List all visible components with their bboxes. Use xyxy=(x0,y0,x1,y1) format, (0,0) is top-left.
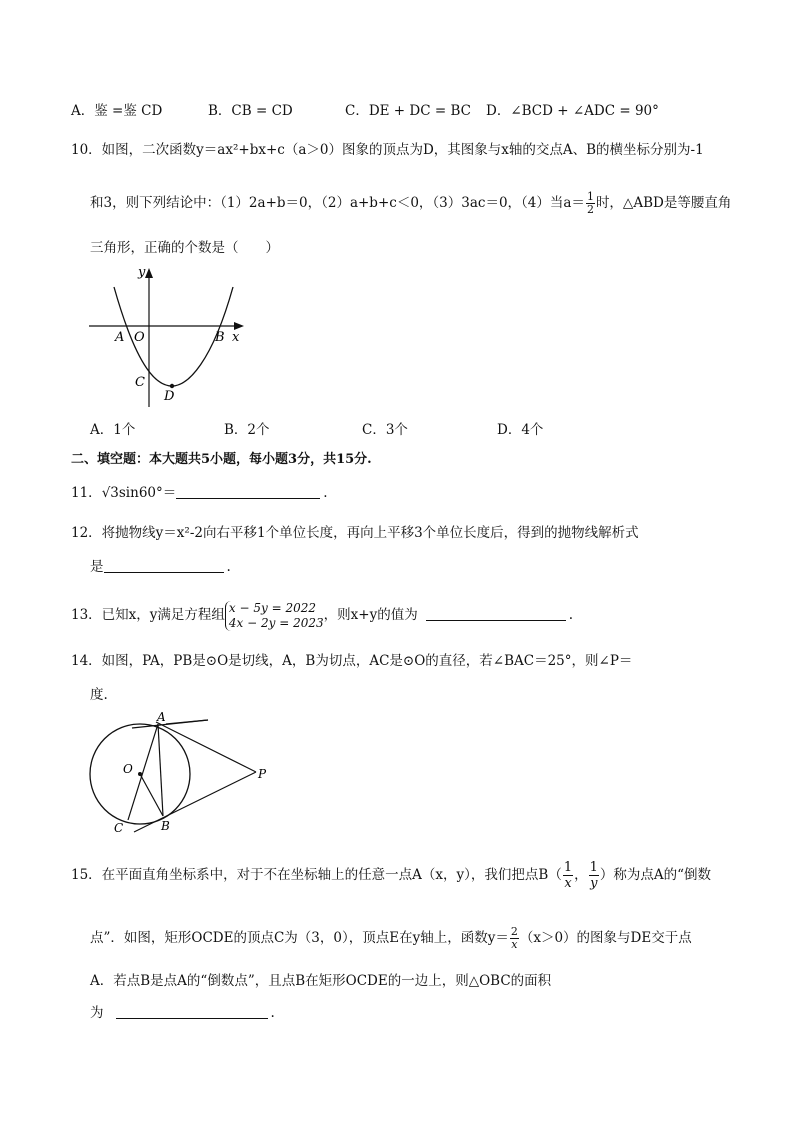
q12-answer-blank[interactable] xyxy=(104,558,224,573)
q10-line-1: 10．如图，二次函数y＝ax²+bx+c（a＞0）图象的顶点为D，其图象与x轴的交点A、B的横坐标分别为-1 xyxy=(71,142,704,158)
q14-line-2: 度. xyxy=(90,687,108,703)
q14-label-c: C xyxy=(114,821,124,835)
q15-fraction-3-den: x xyxy=(511,938,518,951)
q12-line-2-text: 是 xyxy=(90,559,104,575)
q10-option-c: C．3个 xyxy=(362,422,408,438)
q11-expression: √3sin60°＝ xyxy=(101,485,177,501)
q14-line-1: 14．如图，PA，PB是⊙O是切线，A，B为切点，AC是⊙O的直径，若∠BAC＝25°，则∠P＝ xyxy=(71,653,633,669)
q15-line-1-end: ）称为点A的“倒数 xyxy=(599,867,712,883)
q13-equation-system xyxy=(225,601,324,631)
q15-line-1: 15．在平面直角坐标系中，对于不在坐标轴上的任意一点A（x，y），我们把点B（ $\frac{1}{x}$ ， $\frac{1}{y}$ ）称为点A的“倒数 xyxy=(71,860,712,891)
q10-fraction-den: 2 xyxy=(586,203,594,216)
q13-line xyxy=(71,598,573,632)
q10-vertex-point xyxy=(170,384,174,388)
q10-label-a: A xyxy=(115,330,125,345)
q13-period: . xyxy=(568,607,574,623)
q12-period: . xyxy=(226,559,231,575)
q10-line-3: 三角形，正确的个数是（ ） xyxy=(90,240,279,256)
q10-label-d: D xyxy=(164,389,175,404)
q14-chord-ab xyxy=(158,724,163,816)
q13-equation-2: 4x − 2y = 2023 xyxy=(228,615,324,630)
q9-option-d: D．∠BCD + ∠ADC = 90° xyxy=(486,103,659,119)
q11-answer-blank[interactable] xyxy=(176,484,320,499)
q10-line-2 xyxy=(90,191,731,216)
q14-circle-figure xyxy=(86,708,276,838)
q11-number: 11． xyxy=(71,485,102,501)
q10-fraction xyxy=(586,191,595,216)
q10-x-axis-arrow xyxy=(234,322,244,330)
q10-option-b: B．2个 xyxy=(224,422,270,438)
q10-option-a: A．1个 xyxy=(90,422,136,438)
q15-fraction-3-num: 2 xyxy=(510,925,518,938)
q12-line-1: 12．将抛物线y＝x²-2向右平移1个单位长度，再向上平移3个单位长度后，得到的抛物线解析式 xyxy=(71,525,639,541)
q10-parabola-figure xyxy=(86,262,256,412)
q10-label-b: B xyxy=(215,330,225,345)
q10-label-y: y xyxy=(138,265,146,280)
q15-line-2 xyxy=(90,926,692,951)
q10-fraction-num: 1 xyxy=(586,190,594,203)
q15-line-1-start: 15．在平面直角坐标系中，对于不在坐标轴上的任意一点A（x，y），我们把点B（ xyxy=(71,867,562,883)
q10-label-x: x xyxy=(232,330,240,345)
q14-label-b: B xyxy=(161,819,170,833)
q15-line-4-text: 为 xyxy=(90,1005,104,1021)
q14-radius-ob xyxy=(140,774,163,816)
q15-fraction-1-num: 1 xyxy=(563,860,573,875)
section-heading: 二、填空题：本大题共5小题，每小题3分，共15分. xyxy=(71,452,372,467)
q15-period: . xyxy=(270,1005,275,1021)
q15-fraction-3 xyxy=(510,926,519,951)
q9-option-c: C．DE + DC = BC xyxy=(345,103,471,119)
q15-fraction-2 xyxy=(589,860,599,891)
q10-y-axis-arrow xyxy=(145,268,153,278)
q14-label-p: P xyxy=(258,767,267,781)
q13-equation-1: x − 5y = 2022 xyxy=(228,600,317,615)
q9-option-a: A．鉴 =鉴 CD xyxy=(71,103,163,119)
q10-option-d: D．4个 xyxy=(497,422,544,438)
q11-period: . xyxy=(323,485,328,501)
q15-answer-blank[interactable] xyxy=(116,1004,268,1019)
q13-suffix: ，则x+y的值为 xyxy=(323,607,418,623)
q15-line-2-start: 点”．如图，矩形OCDE的顶点C为（3，0），顶点E在y轴上，函数y＝ xyxy=(90,930,509,946)
q14-label-a: A xyxy=(157,710,166,724)
q14-line-pb xyxy=(134,772,256,832)
q10-line-2-start: 和3，则下列结论中：（1）2a+b＝0，（2）a+b+c＜0，（3）3ac＝0，（4）当a＝ xyxy=(90,195,585,211)
q10-label-o: O xyxy=(134,330,145,345)
q14-line-pa xyxy=(156,722,256,772)
q10-label-c: C xyxy=(135,375,145,390)
q15-fraction-1 xyxy=(563,860,573,891)
q10-line-2-end: 时，△ABD是等腰直角 xyxy=(595,195,732,211)
q14-center-point xyxy=(138,772,142,776)
q15-fraction-1-den: x xyxy=(564,876,572,891)
q15-fraction-2-num: 1 xyxy=(589,860,598,875)
q15-line-4 xyxy=(90,1004,275,1022)
q14-label-o: O xyxy=(123,762,133,776)
q13-answer-blank[interactable] xyxy=(426,606,566,621)
q12-line-2 xyxy=(90,558,231,576)
q14-tangent-top-ext xyxy=(166,720,208,724)
q15-fraction-2-den: y xyxy=(590,876,598,891)
q11-line xyxy=(71,484,328,502)
q15-line-3: A．若点B是点A的“倒数点”，且点B在矩形OCDE的一边上，则△OBC的面积 xyxy=(90,973,552,989)
q13-prefix: 13．已知x，y满足方程组 xyxy=(71,607,225,623)
q15-line-2-end: （x＞0）的图象与DE交于点 xyxy=(519,930,692,946)
q9-option-b: B．CB = CD xyxy=(208,103,293,119)
